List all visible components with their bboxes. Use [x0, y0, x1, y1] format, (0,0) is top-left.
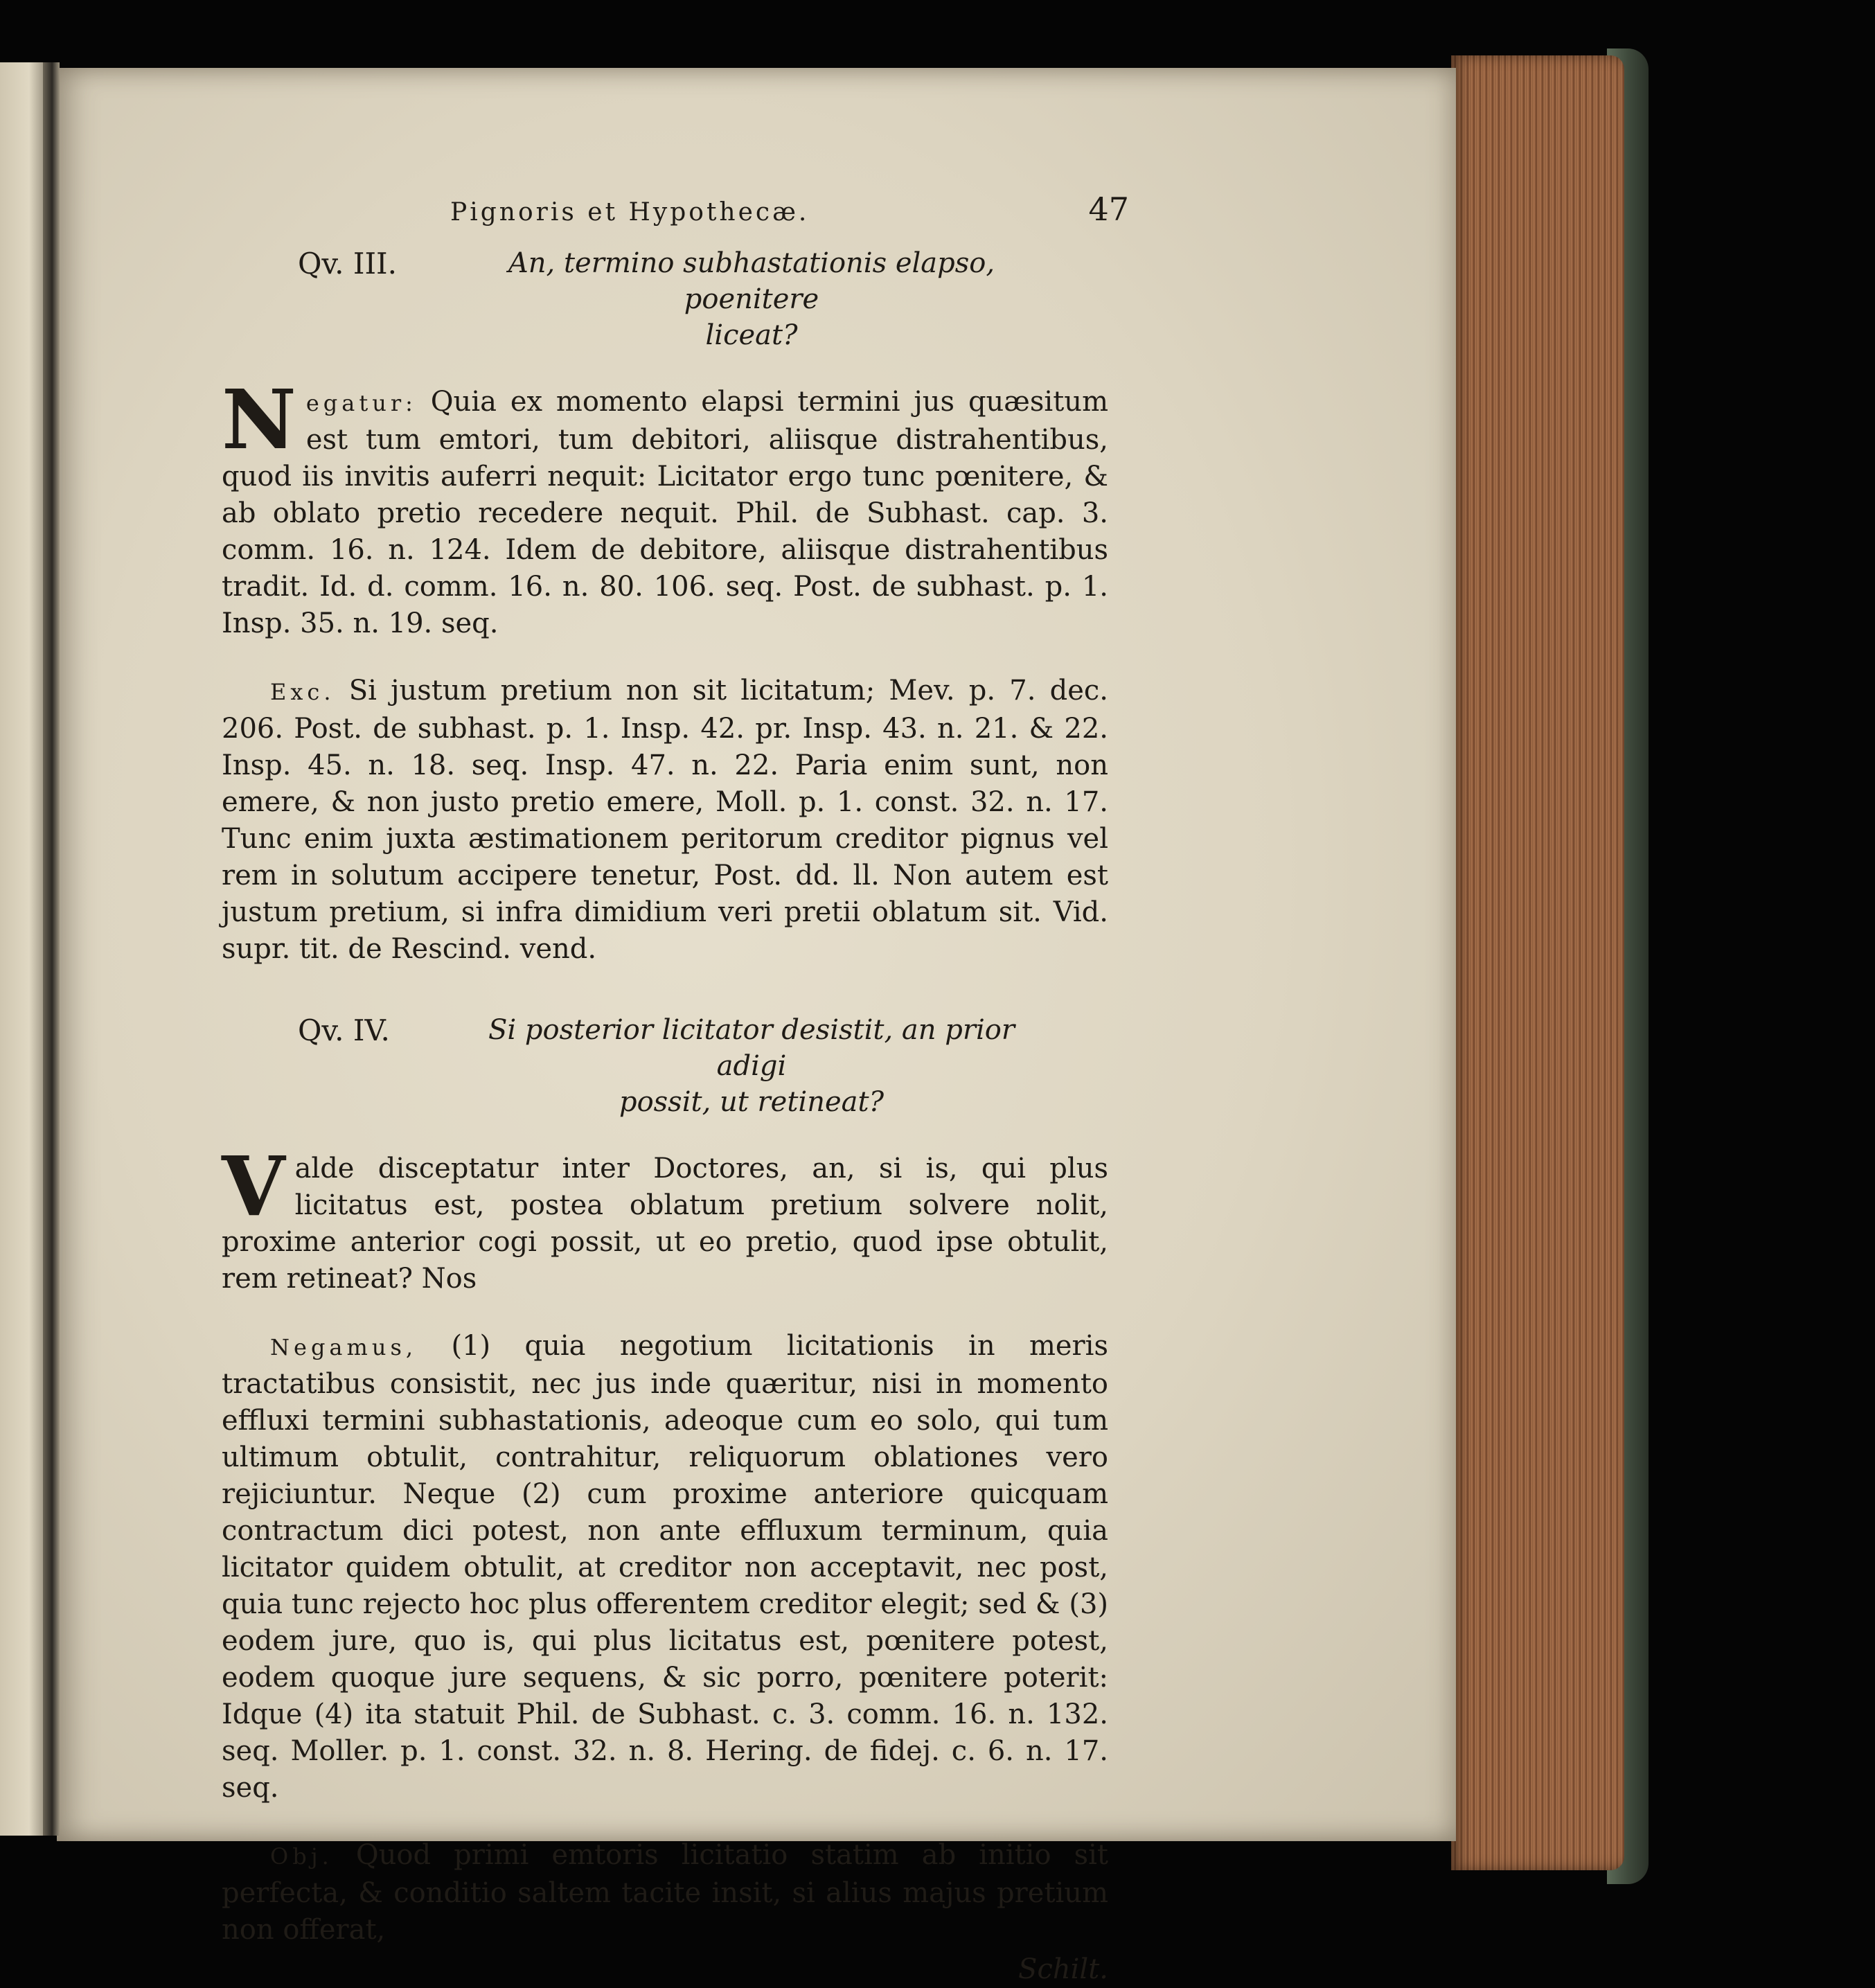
book-gutter	[43, 62, 60, 1836]
paragraph-negatur	[222, 371, 1108, 642]
page-header	[222, 187, 1129, 242]
question-4-title-line-2: possit, ut retineat?	[619, 1086, 885, 1118]
exc-text: Si justum pretium non sit licitatum; Mev. p. 7. dec. 206. Post. de subhast. p. 1. Insp. 42. pr. Insp. 43. n. 21. & 22. Insp. 45. n. 18. seq. Insp. 47. n. 22. Paria enim sunt, non emere, & non justo pretio emere, Moll. p. 1. const. 32. n. 17. Tunc enim juxta æstimationem peritorum creditor pignus vel rem in solutum accipere tenetur, Post. dd. ll. Non autem est justum pretium, si infra dimidium veri pretii oblatum sit. Vid. supr. tit. de Rescind. vend.	[222, 675, 1108, 965]
paragraph-negamus	[222, 1328, 1108, 1807]
question-4	[222, 1012, 1108, 1120]
question-3-label: Qv. III.	[298, 247, 398, 281]
negamus-text: (1) quia negotium licitationis in meris tractatibus consistit, nec jus inde quæritur, nisi in momento effluxi termini subhastationis, adeoque cum eo solo, qui tum ultimum obtulit, contrahitur, reliquorum oblationes vero rejiciuntur. Neque (2) cum proxime anteriore quicquam contractum dici potest, non ante effluxum terminum, quia licitator quidem obtulit, at creditor non acceptavit, nec post, quia tunc rejecto hoc plus offerentem creditor elegit; sed & (3) eodem jure, quo is, qui plus licitatus est, pœnitere potest, eodem quoque jure sequens, & sic porro, pœnitere poterit: Idque (4) ita statuit Phil. de Subhast. c. 3. comm. 16. n. 132. seq. Moller. p. 1. const. 32. n. 8. Hering. de fidej. c. 6. n. 17. seq.	[222, 1330, 1108, 1804]
dropcap-n: N	[222, 371, 296, 468]
question-3-title-line-2: liceat?	[705, 319, 798, 351]
catchword: Schilt.	[1018, 1953, 1108, 1985]
valde-text: alde disceptatur inter Doctores, an, si is, qui plus licitatus est, postea oblatum pretium solvere nolit, proxime anterior cogi possit, ut eo pretio, quod ipse obtulit, rem retineat? Nos	[222, 1153, 1108, 1295]
obj-text: Quod primi emtoris licitatio statim ab initio sit perfecta, & conditio saltem tacite insit, si alius majus pretium non offerat,	[222, 1839, 1108, 1946]
paragraph-valde	[222, 1138, 1108, 1297]
paragraph-obj	[222, 1837, 1108, 1949]
exc-lead: Exc.	[270, 679, 335, 705]
question-3	[222, 245, 1108, 353]
negatur-lead: egatur:	[305, 390, 417, 416]
page-text	[222, 187, 1129, 1988]
running-head: Pignoris et Hypothecæ.	[450, 198, 810, 227]
page-fore-edge	[1451, 55, 1624, 1870]
dropcap-v: V	[222, 1138, 285, 1234]
question-4-title	[450, 1012, 1053, 1120]
page-number: 47	[1088, 190, 1129, 228]
left-page-edge	[0, 62, 48, 1836]
paragraph-exc	[222, 673, 1108, 968]
question-4-label: Qv. IV.	[298, 1013, 390, 1047]
obj-lead: Obj.	[270, 1843, 333, 1870]
negamus-lead: Negamus,	[270, 1334, 418, 1360]
question-3-title-line-1: An, termino subhastationis elapso, poenitere	[508, 247, 995, 315]
question-3-title	[450, 245, 1053, 353]
question-4-title-line-1: Si posterior licitator desistit, an prior adigi	[488, 1014, 1015, 1082]
negatur-text: Quia ex momento elapsi termini jus quæsitum est tum emtori, tum debitori, aliisque distrahentibus, quod iis invitis auferri nequit: Licitator ergo tunc pœnitere, & ab oblato pretio recedere nequit. Phil. de Subhast. cap. 3. comm. 16. n. 124. Idem de debitore, aliisque distrahentibus tradit. Id. d. comm. 16. n. 80. 106. seq. Post. de subhast. p. 1. Insp. 35. n. 19. seq.	[222, 386, 1108, 639]
